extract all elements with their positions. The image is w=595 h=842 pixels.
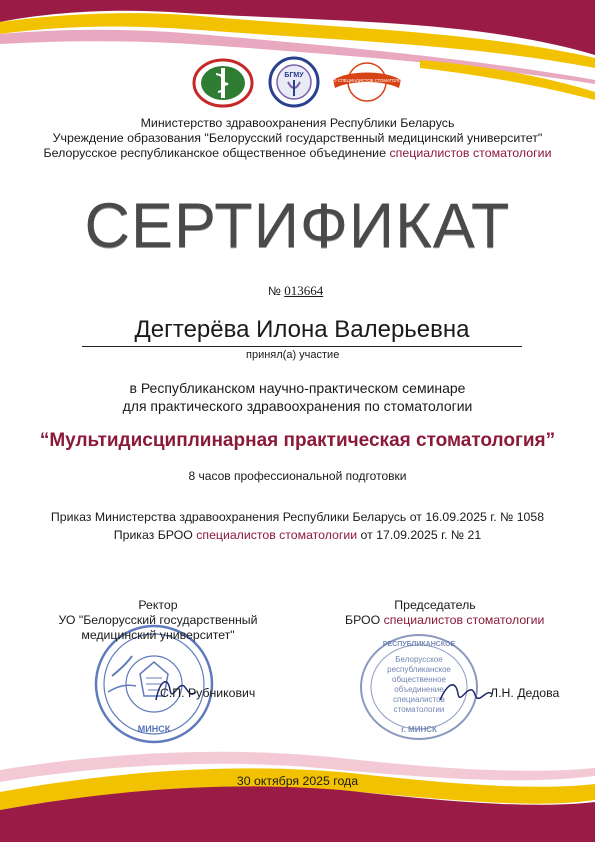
training-hours: 8 часов профессиональной подготовки xyxy=(188,469,407,483)
rector-org-line-1: УО "Белорусский государственный xyxy=(58,613,258,627)
seminar-topic: “Мультидисциплинарная практическая стоматология” xyxy=(39,430,556,451)
association-order xyxy=(0,528,595,542)
chairman-org-accent: специалистов стоматологии xyxy=(383,613,545,627)
bsmu-logo-text: БГМУ xyxy=(284,72,304,79)
org-association-prefix: Белорусское республиканское общественное объединение xyxy=(43,146,386,160)
chairman-org xyxy=(345,613,565,628)
chairman-signature xyxy=(436,676,496,710)
association-order-accent: специалистов стоматологии xyxy=(196,528,358,542)
association-order-prefix: Приказ БРОО xyxy=(113,528,193,542)
rector-name: С.П. Рубникович xyxy=(160,686,256,700)
chairman-org-prefix: БРОО xyxy=(345,613,381,627)
seminar-line-2: для практического здравоохранения по стоматологии xyxy=(122,398,473,414)
association-stamp-line-1: Белорусское xyxy=(395,655,443,664)
org-university: Учреждение образования "Белорусский государственный медицинский университет" xyxy=(52,131,543,145)
association-stamp-city: г. МИНСК xyxy=(401,725,437,734)
association-stamp-line-6: стоматологии xyxy=(393,705,445,714)
ministry-order: Приказ Министерства здравоохранения Республики Беларусь от 16.09.2025 г. № 1058 xyxy=(50,510,545,524)
bsmu-logo xyxy=(266,56,322,108)
number-label: № xyxy=(268,284,281,298)
association-order-suffix: от 17.09.2025 г. № 21 xyxy=(360,528,482,542)
certificate-title: СЕРТИФИКАТ xyxy=(84,191,511,261)
broo-badge-logo xyxy=(324,60,410,104)
association-stamp-line-4: объединение xyxy=(394,685,444,694)
rector-role: Ректор xyxy=(138,598,178,612)
association-stamp-line-2: республиканское xyxy=(387,665,451,674)
chairman-name: Л.Н. Дедова xyxy=(490,686,560,700)
org-association-accent: специалистов стоматологии xyxy=(389,146,552,160)
participated-label: принял(а) участие xyxy=(246,349,340,361)
association-stamp-line-5: специалистов xyxy=(393,695,445,704)
rector-org-line-2: медицинский университет" xyxy=(81,628,235,642)
association-stamp-ring: РЕСПУБЛИКАНСКОЕ xyxy=(382,641,456,648)
issue-date: 30 октября 2025 года xyxy=(236,774,359,788)
org-association xyxy=(0,146,595,161)
chairman-role: Председатель xyxy=(394,598,476,612)
university-stamp-city: МИНСК xyxy=(137,724,171,734)
broo-badge-text: БРОО СПЕЦИАЛИСТОВ СТОМАТОЛОГИИ xyxy=(324,78,410,83)
ministry-emblem-logo xyxy=(192,58,254,108)
recipient-name: Дегтерёва Илона Валерьевна xyxy=(82,316,522,347)
number-value: 013664 xyxy=(284,283,324,298)
association-stamp-line-3: общественное xyxy=(392,675,446,684)
org-ministry: Министерство здравоохранения Республики Беларусь xyxy=(140,116,455,130)
seminar-line-1: в Республиканском научно-практическом семинаре xyxy=(129,380,466,396)
certificate-number xyxy=(268,283,323,299)
